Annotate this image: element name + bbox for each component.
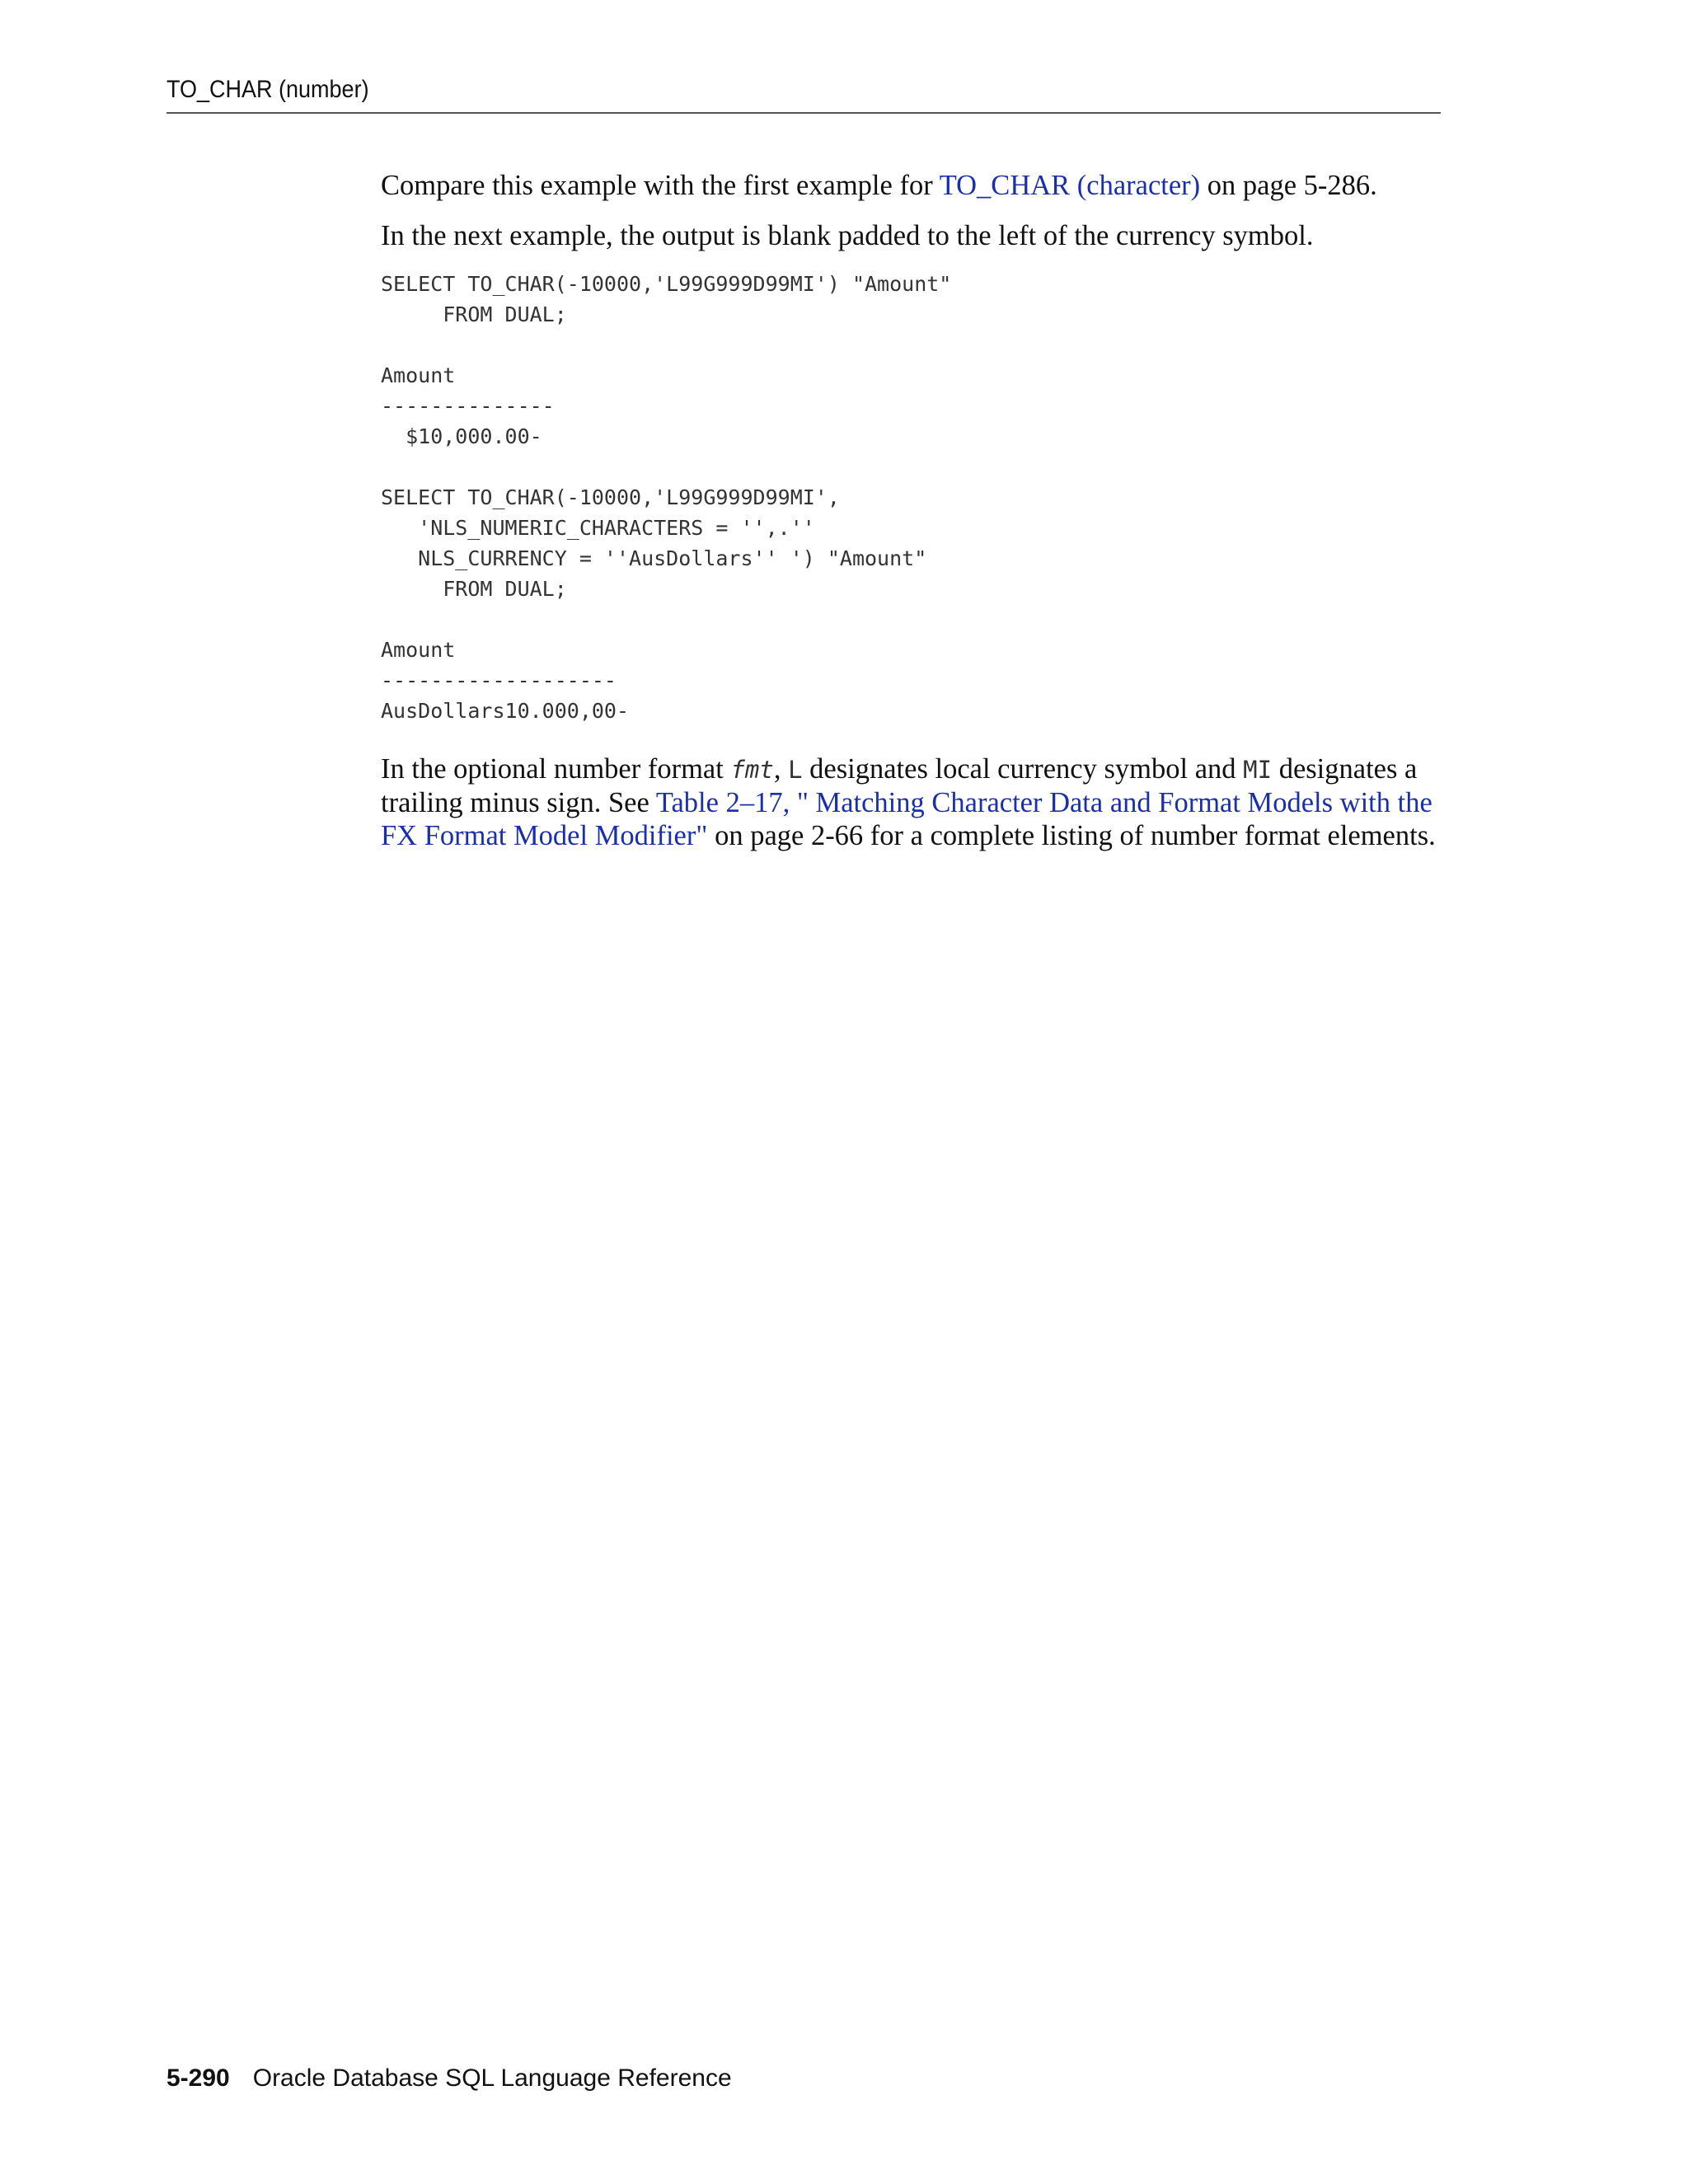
code-example: SELECT TO_CHAR(-10000,'L99G999D99MI') "Amount" FROM DUAL; Amount -------------- $10,000.00- SELECT TO_CHAR(-10000,'L99G999D99MI', 'NLS_NUMERIC_CHARACTERS = '',.'' NLS_CURRENCY = ''AusDollars'' ') "Amount" FROM DUAL; Amount ------------------- AusDollars10.000,00- <box>381 272 952 723</box>
page-footer <box>166 2064 732 2093</box>
intro-paragraph <box>381 169 1444 202</box>
intro-text-after: on page 5-286. <box>1200 170 1377 201</box>
format-text-1: In the optional number format <box>381 753 731 785</box>
footer-page-number: 5-290 <box>166 2064 230 2092</box>
to-char-character-link[interactable]: TO_CHAR (character) <box>939 170 1201 201</box>
format-text-3: designates local currency symbol and <box>802 753 1244 785</box>
format-text-5: on page 2-66 for a complete listing of number format elements. <box>707 820 1436 851</box>
header-title: TO_CHAR (number) <box>166 76 369 103</box>
main-content <box>381 169 1444 852</box>
l-code: L <box>788 756 803 784</box>
table-2-17-link[interactable]: Table 2–17, " Matching Character Data and Format Models with the FX Format Model Modifier" <box>381 787 1432 851</box>
format-paragraph <box>381 752 1444 852</box>
fmt-code: fmt <box>730 756 774 784</box>
intro-text-before: Compare this example with the first example for <box>381 170 940 201</box>
mi-code: MI <box>1243 756 1273 784</box>
footer-book-title: Oracle Database SQL Language Reference <box>252 2064 732 2092</box>
format-text-4: designates a trailing minus sign. See <box>381 753 1418 818</box>
example-description: In the next example, the output is blank padded to the left of the currency symbol. <box>381 220 1314 251</box>
running-header <box>166 76 1441 114</box>
format-text-2: , <box>773 753 789 785</box>
